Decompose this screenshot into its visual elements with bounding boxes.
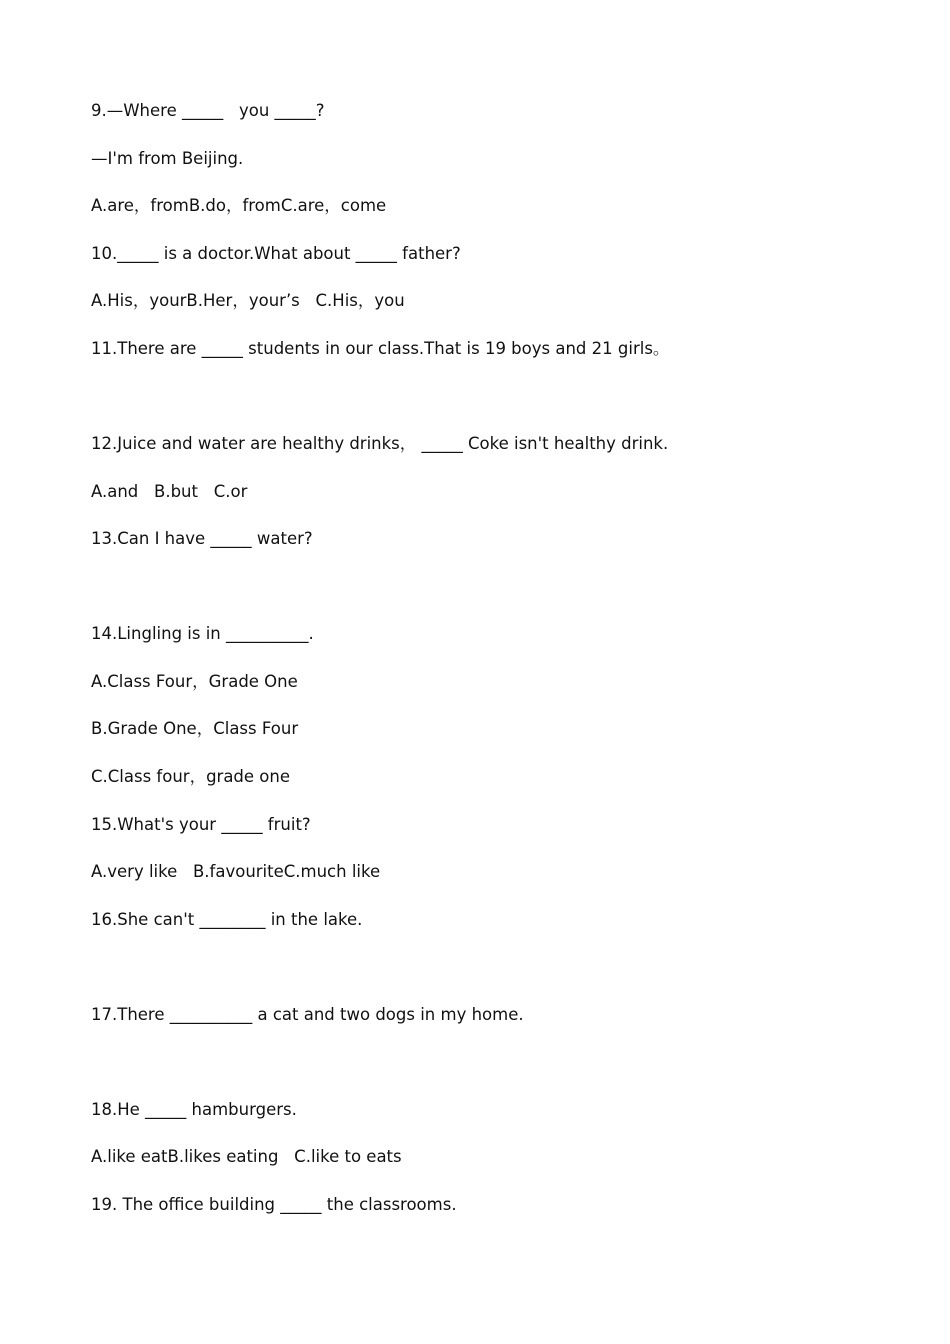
question-12-options: A.and B.but C.or [91,482,248,501]
question-10-options: A.His，yourB.Her，your’s C.His，you [91,291,405,310]
question-9: 9.—Where _____ you _____? [91,101,325,120]
question-14-option-b: B.Grade One，Class Four [91,719,299,738]
question-9-answer: —I'm from Beijing. [91,149,244,168]
question-18: 18.He _____ hamburgers. [91,1100,297,1119]
question-14: 14.Lingling is in __________. [91,624,314,643]
question-14-option-a: A.Class Four，Grade One [91,672,298,691]
question-14-option-c: C.Class four，grade one [91,767,291,786]
question-9-options: A.are，fromB.do，fromC.are，come [91,196,387,215]
question-19: 19. The office building _____ the classrooms. [91,1195,457,1214]
question-11: 11.There are _____ students in our class.That is 19 boys and 21 girls。 [91,339,670,358]
question-16: 16.She can't ________ in the lake. [91,910,363,929]
question-15: 15.What's your _____ fruit? [91,815,311,834]
question-12: 12.Juice and water are healthy drinks， _____ Coke isn't healthy drink. [91,434,669,453]
question-15-options: A.very like B.favouriteC.much like [91,862,381,881]
question-10: 10._____ is a doctor.What about _____ father? [91,244,461,263]
question-13: 13.Can I have _____ water? [91,529,313,548]
question-17: 17.There __________ a cat and two dogs in my home. [91,1005,524,1024]
question-18-options: A.like eatB.likes eating C.like to eats [91,1147,402,1166]
